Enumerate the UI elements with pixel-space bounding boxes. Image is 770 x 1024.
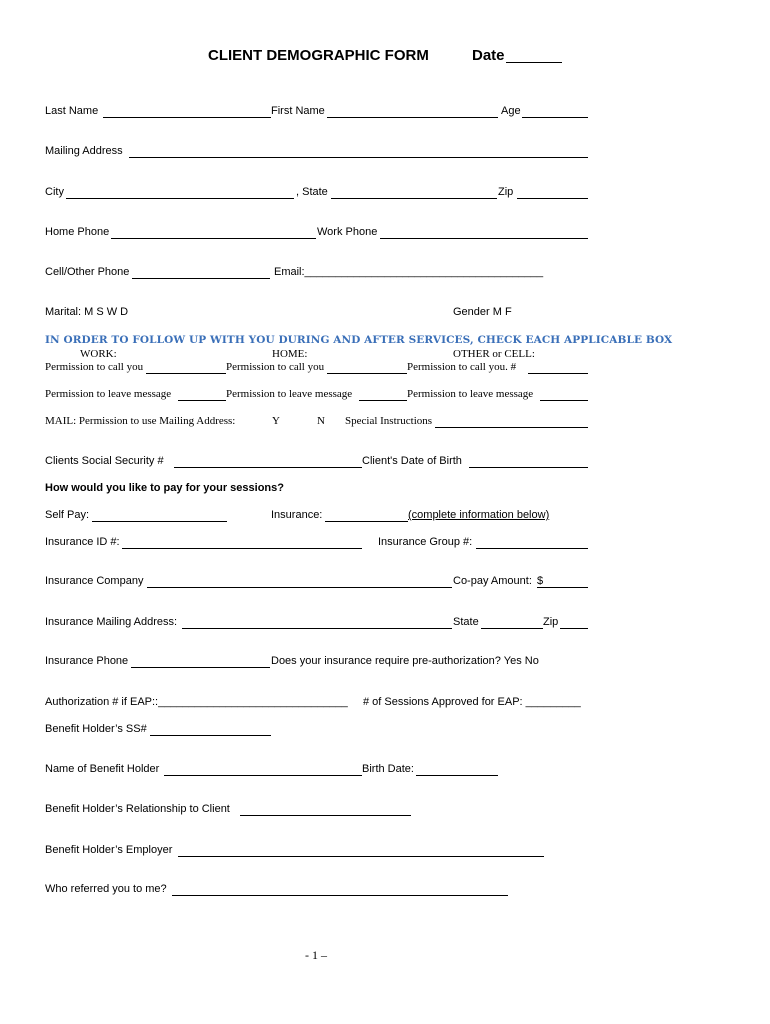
insurance-phone-label: Insurance Phone (45, 655, 129, 667)
benefit-relationship-field[interactable] (240, 815, 411, 816)
self-pay-field[interactable] (92, 521, 227, 522)
mailing-address-label: Mailing Address (45, 145, 123, 157)
first-name-field[interactable] (327, 117, 498, 118)
work-phone-field[interactable] (380, 238, 588, 239)
home-column-header: HOME: (272, 348, 308, 360)
insurance-company-field[interactable] (147, 587, 452, 588)
insurance-id-label: Insurance ID #: (45, 536, 120, 548)
insurance-field[interactable] (325, 521, 408, 522)
insurance-zip-field[interactable] (560, 628, 588, 629)
sessions-eap[interactable]: # of Sessions Approved for EAP: _________ (363, 696, 581, 708)
copay-label: Co-pay Amount: (453, 575, 532, 587)
city-field[interactable] (66, 198, 294, 199)
insurance-mailing-field[interactable] (182, 628, 452, 629)
work-call-field[interactable] (146, 373, 226, 374)
birth-date-label: Birth Date: (362, 763, 414, 775)
other-call-permission: Permission to call you. # (407, 361, 517, 373)
age-field[interactable] (522, 117, 588, 118)
benefit-ss-label: Benefit Holder’s SS# (45, 723, 147, 735)
last-name-label: Last Name (45, 105, 99, 117)
special-instructions-label: Special Instructions (345, 415, 433, 427)
date-field[interactable] (506, 62, 562, 63)
benefit-relationship-label: Benefit Holder’s Relationship to Client (45, 803, 230, 815)
mailing-address-field[interactable] (129, 157, 588, 158)
preauth-question[interactable]: Does your insurance require pre-authorization? Yes No (271, 655, 539, 667)
other-message-field[interactable] (540, 400, 588, 401)
dob-label: Client's Date of Birth (362, 455, 462, 467)
authorization-eap[interactable]: Authorization # if EAP::_______________________________ (45, 696, 348, 708)
insurance-id-field[interactable] (122, 548, 362, 549)
payment-question: How would you like to pay for your sessions? (45, 482, 284, 494)
page-number: - 1 – (305, 948, 327, 962)
marital-status[interactable]: Marital: M S W D (45, 306, 129, 318)
benefit-ss-field[interactable] (150, 735, 271, 736)
followup-heading: IN ORDER TO FOLLOW UP WITH YOU DURING AND AFTER SERVICES, CHECK EACH APPLICABLE BOX (45, 334, 673, 346)
mail-permission-label: MAIL: Permission to use Mailing Address: (45, 415, 236, 427)
insurance-label: Insurance: (271, 509, 323, 521)
work-phone-label: Work Phone (317, 226, 378, 238)
insurance-company-label: Insurance Company (45, 575, 144, 587)
work-call-permission: Permission to call you (45, 361, 144, 373)
cell-phone-field[interactable] (132, 278, 270, 279)
home-message-field[interactable] (359, 400, 407, 401)
insurance-group-label: Insurance Group #: (378, 536, 473, 548)
referred-label: Who referred you to me? (45, 883, 167, 895)
insurance-zip-label: Zip (543, 616, 559, 628)
benefit-employer-field[interactable] (178, 856, 544, 857)
home-message-permission: Permission to leave message (226, 388, 353, 400)
benefit-name-field[interactable] (164, 775, 362, 776)
date-label: Date (472, 47, 505, 64)
email-label[interactable]: Email:_______________________________________ (274, 266, 544, 278)
mail-no-option[interactable]: N (317, 415, 325, 427)
zip-label: Zip (498, 186, 514, 198)
gender[interactable]: Gender M F (453, 306, 512, 318)
insurance-state-field[interactable] (481, 628, 543, 629)
insurance-mailing-label: Insurance Mailing Address: (45, 616, 178, 628)
home-phone-label: Home Phone (45, 226, 110, 238)
last-name-field[interactable] (103, 117, 271, 118)
copay-field[interactable] (537, 587, 588, 588)
other-column-header: OTHER or CELL: (453, 348, 535, 360)
insurance-phone-field[interactable] (131, 667, 270, 668)
state-label: , State (296, 186, 328, 198)
other-message-permission: Permission to leave message (407, 388, 534, 400)
mail-yes-option[interactable]: Y (272, 415, 280, 427)
referred-field[interactable] (172, 895, 508, 896)
complete-info-note: (complete information below) (408, 509, 550, 521)
cell-phone-label: Cell/Other Phone (45, 266, 130, 278)
birth-date-field[interactable] (416, 775, 498, 776)
first-name-label: First Name (271, 105, 325, 117)
dob-field[interactable] (469, 467, 588, 468)
insurance-state-label: State (453, 616, 479, 628)
work-column-header: WORK: (80, 348, 117, 360)
benefit-employer-label: Benefit Holder’s Employer (45, 844, 173, 856)
zip-field[interactable] (517, 198, 588, 199)
age-label: Age (501, 105, 521, 117)
insurance-group-field[interactable] (476, 548, 588, 549)
state-field[interactable] (331, 198, 497, 199)
home-call-field[interactable] (327, 373, 407, 374)
ssn-field[interactable] (174, 467, 362, 468)
work-message-permission: Permission to leave message (45, 388, 172, 400)
copay-currency: $ (537, 575, 544, 587)
work-message-field[interactable] (178, 400, 226, 401)
other-call-field[interactable] (528, 373, 588, 374)
form-title: CLIENT DEMOGRAPHIC FORM (208, 47, 429, 64)
self-pay-label: Self Pay: (45, 509, 90, 521)
city-label: City (45, 186, 64, 198)
special-instructions-field[interactable] (435, 427, 588, 428)
home-call-permission: Permission to call you (226, 361, 325, 373)
ssn-label: Clients Social Security # (45, 455, 164, 467)
home-phone-field[interactable] (111, 238, 316, 239)
benefit-name-label: Name of Benefit Holder (45, 763, 160, 775)
